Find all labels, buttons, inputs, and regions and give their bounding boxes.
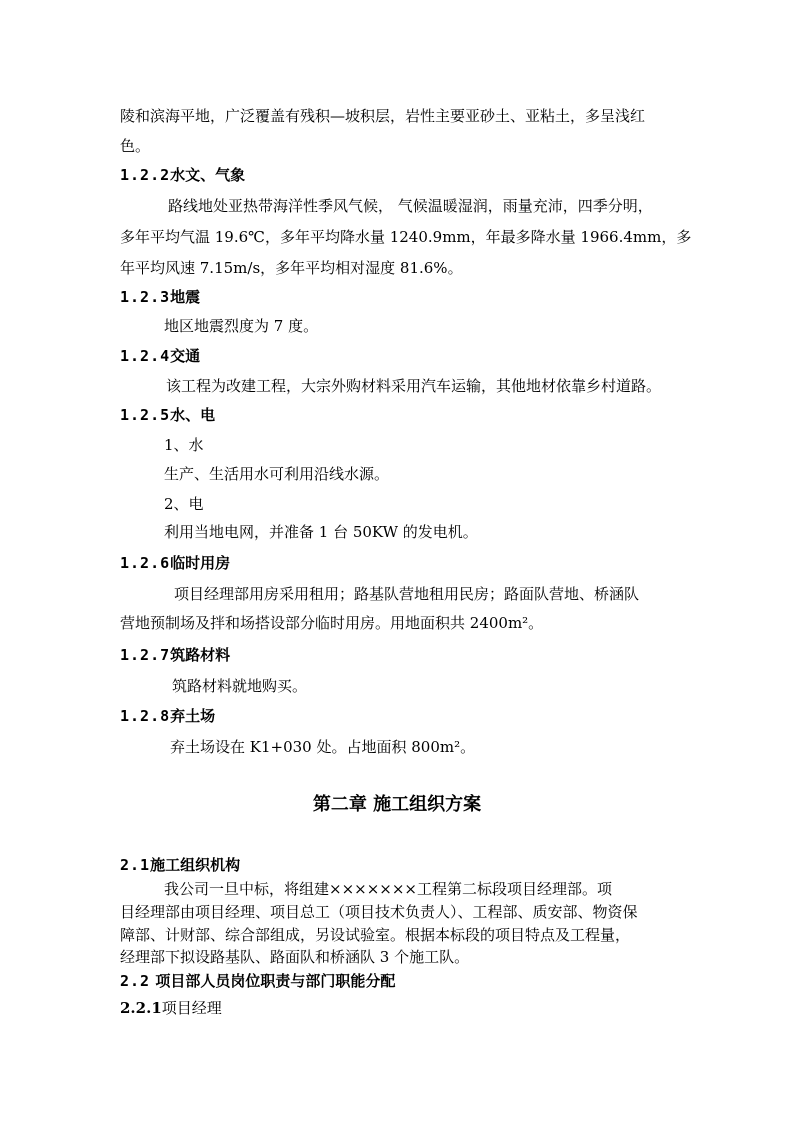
materials-line: 筑路材料就地购买。	[172, 677, 308, 695]
section-heading-2-1: 2.1施工组织机构	[120, 856, 241, 874]
section-heading-1-2-8: 1.2.8弃土场	[120, 707, 216, 725]
section-heading-1-2-6: 1.2.6临时用房	[120, 554, 231, 572]
chapter-title: 第二章 施工组织方案	[312, 794, 482, 815]
water-label: 1、水	[164, 436, 204, 454]
housing-line: 项目经理部用房采用租用；路基队营地租用民房；路面队营地、桥涵队	[174, 585, 640, 603]
org-line: 目经理部由项目经理、项目总工（项目技术负责人）、工程部、质安部、物资保	[120, 903, 638, 921]
quake-line: 地区地震烈度为 7 度。	[164, 317, 319, 335]
body-line: 色。	[120, 137, 151, 155]
body-line: 陵和滨海平地，广泛覆盖有残积—坡积层，岩性主要亚砂土、亚粘土，多呈浅红	[120, 107, 646, 125]
climate-line: 年平均风速 7.15m/s，多年平均相对湿度 81.6%。	[120, 259, 463, 277]
section-heading-1-2-3: 1.2.3地震	[120, 288, 201, 306]
section-heading-1-2-4: 1.2.4交通	[120, 347, 201, 365]
housing-line: 营地预制场及拌和场搭设部分临时用房。用地面积共 2400m²。	[120, 614, 544, 632]
org-line: 经理部下拟设路基队、路面队和桥涵队 3 个施工队。	[120, 948, 470, 966]
climate-line: 路线地处亚热带海洋性季风气候， 气候温暖湿润，雨量充沛，四季分明，	[168, 197, 653, 215]
section-heading-1-2-5: 1.2.5水、电	[120, 406, 216, 424]
spoil-line: 弃土场设在 K1+030 处。占地面积 800m²。	[170, 738, 476, 756]
section-heading-2-2: 2.2 项目部人员岗位职责与部门职能分配	[120, 972, 396, 990]
section-heading-1-2-7: 1.2.7筑路材料	[120, 646, 231, 664]
water-line: 生产、生活用水可利用沿线水源。	[164, 465, 390, 483]
climate-line: 多年平均气温 19.6℃，多年平均降水量 1240.9mm，年最多降水量 1966.4mm，多	[120, 228, 692, 246]
section-heading-1-2-2: 1.2.2水文、气象	[120, 166, 246, 184]
power-line: 利用当地电网，并准备 1 台 50KW 的发电机。	[164, 523, 478, 541]
org-line: 障部、计财部、综合部组成，另设试验室。根据本标段的项目特点及工程量，	[120, 926, 631, 944]
power-label: 2、电	[164, 495, 204, 513]
section-heading-2-2-1: 2.2.1项目经理	[120, 999, 222, 1017]
org-line: 我公司一旦中标，将组建×××××××工程第二标段项目经理部。项	[164, 880, 612, 898]
traffic-line: 该工程为改建工程，大宗外购材料采用汽车运输，其他地材依靠乡村道路。	[166, 377, 662, 395]
